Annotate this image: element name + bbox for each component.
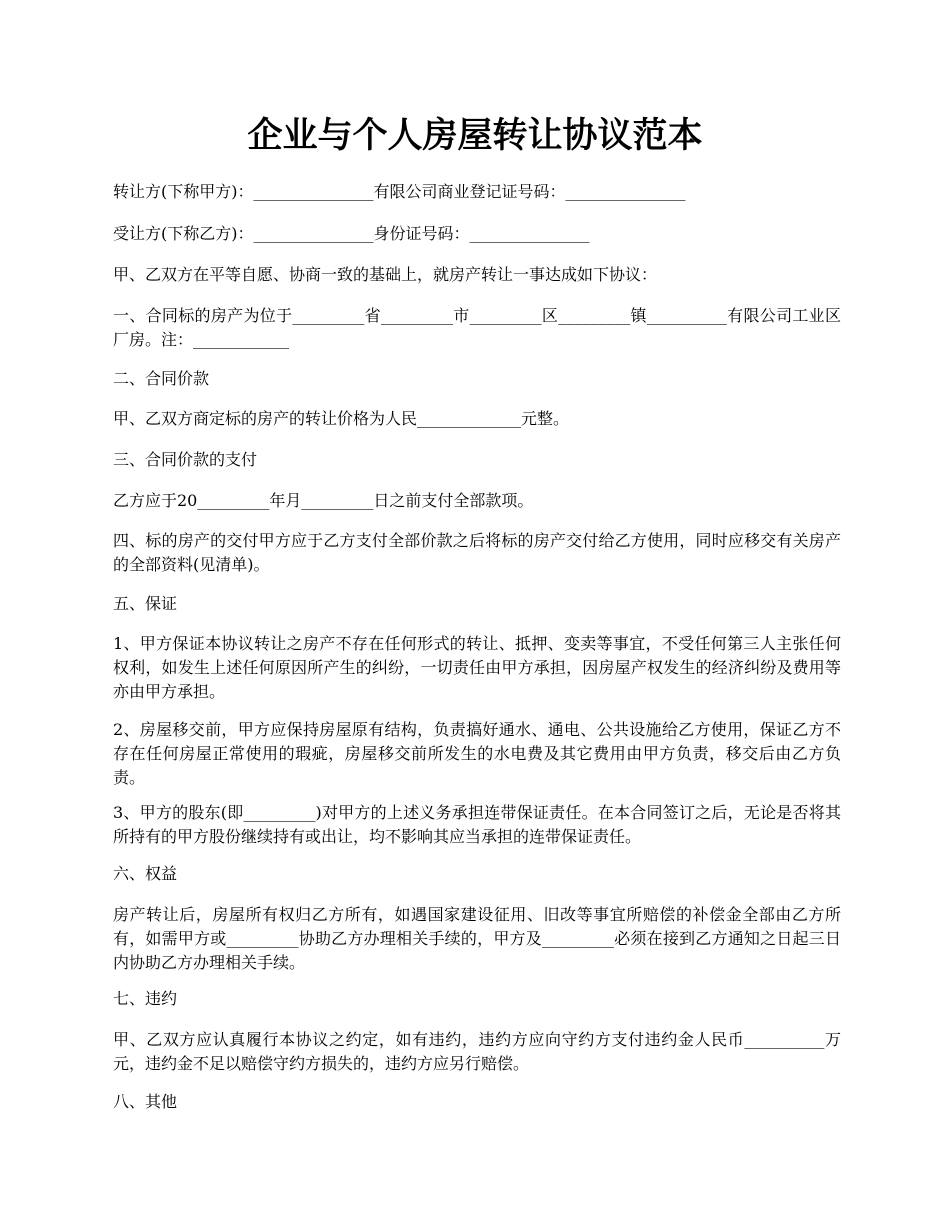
paragraph-price: 甲、乙双方商定标的房产的转让价格为人民_____________元整。 [113,409,570,428]
paragraph-section-4: 四、标的房产的交付甲方应于乙方支付全部价款之后将标的房产交付给乙方使用，同时应移交有关房产的全部资料(见清单)。 [113,531,841,574]
paragraph-guarantee-2: 2、房屋移交前，甲方应保持房屋原有结构，负责搞好通水、通电、公共设施给乙方使用，保证乙方不存在任何房屋正常使用的瑕疵，房屋移交前所发生的水电费及其它费用由甲方负责，移交后由乙方负责。 [113,720,841,787]
heading-section-8: 八、其他 [113,1092,178,1111]
heading-section-5: 五、保证 [113,594,178,613]
paragraph-preamble: 甲、乙双方在平等自愿、协商一致的基础上，就房产转让一事达成如下协议： [113,265,658,284]
paragraph-guarantee-1: 1、甲方保证本协议转让之房产不存在任何形式的转让、抵押、变卖等事宜，不受任何第三人主张任何权利，如发生上述任何原因所产生的纠纷，一切责任由甲方承担，因房屋产权发生的经济纠纷及费用等亦由甲方承担。 [113,634,841,701]
paragraph-breach: 甲、乙双方应认真履行本协议之约定，如有违约，违约方应向守约方支付违约金人民币__________万元，违约金不足以赔偿守约方损失的，违约方应另行赔偿。 [113,1030,841,1073]
paragraph-payment: 乙方应于20_________年月_________日之前支付全部款项。 [113,491,534,510]
document-title: 企业与个人房屋转让协议范本 [247,115,703,156]
heading-section-6: 六、权益 [113,864,178,883]
heading-section-7: 七、违约 [113,989,178,1008]
paragraph-transferee: 受让方(下称乙方)：_______________身份证号码：_______________ [113,224,590,243]
paragraph-guarantee-3: 3、甲方的股东(即_________)对甲方的上述义务承担连带保证责任。在本合同签订之后，无论是否将其所持有的甲方股份继续持有或出让，均不影响其应当承担的连带保证责任。 [113,803,841,846]
heading-section-3: 三、合同价款的支付 [113,450,258,469]
paragraph-rights: 房产转让后，房屋所有权归乙方所有，如遇国家建设征用、旧改等事宜所赔偿的补偿金全部由乙方所有，如需甲方或_________协助乙方办理相关手续的，甲方及_________必须在接到乙方通知之日起三日内协助乙方办理相关手续。 [113,905,841,972]
paragraph-transferor: 转让方(下称甲方)：_______________有限公司商业登记证号码：_______________ [113,182,686,201]
heading-section-2: 二、合同价款 [113,369,210,388]
paragraph-section-1: 一、合同标的房产为位于_________省_________市_________区_________镇__________有限公司工业区厂房。注：____________ [113,306,841,349]
